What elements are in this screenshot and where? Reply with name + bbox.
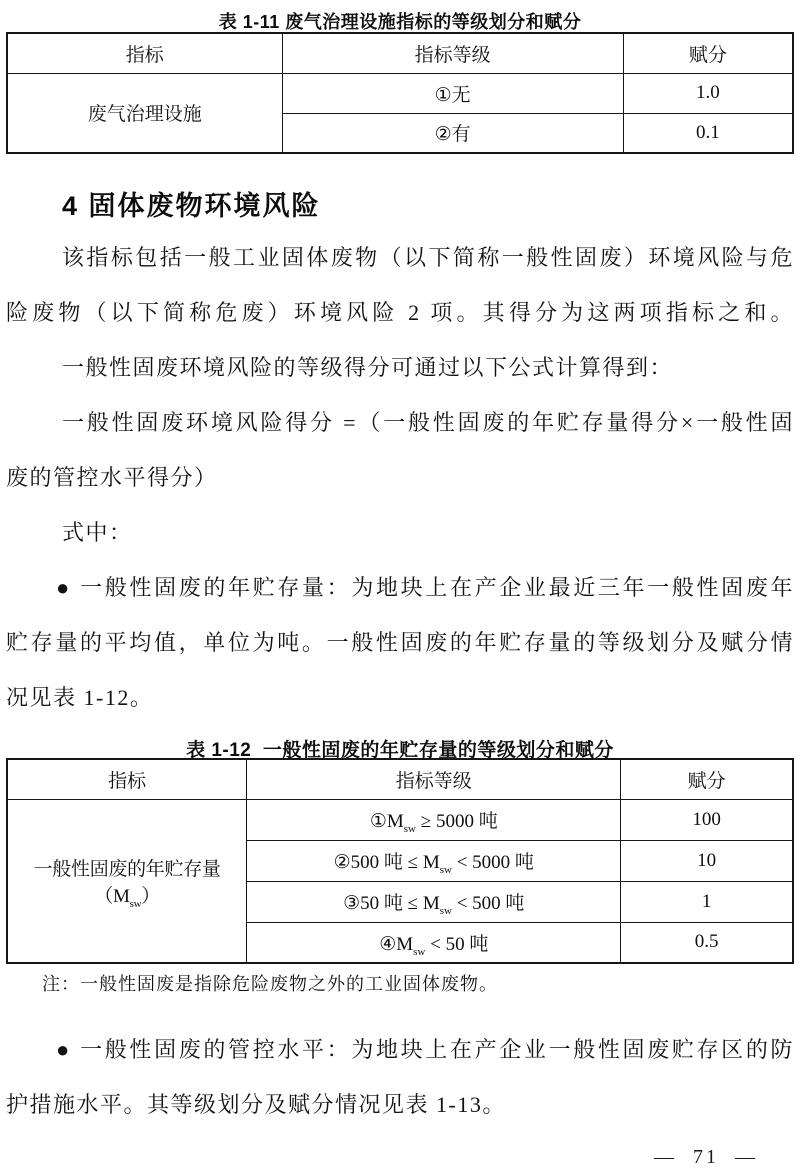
table-1-11-header-row [7,33,793,73]
table-1-11-grade-1: ①无 [282,73,623,113]
paragraph-line: 一般性固废环境风险的等级得分可通过以下公式计算得到： [62,355,674,380]
grade-text: ②500 吨 ≤ M [333,852,440,873]
table-row [7,799,793,840]
paragraph-line: 该指标包括一般工业固体废物（以下简称一般性固废）环境风险与危 [62,245,794,270]
table-1-11-score-1: 1.0 [623,73,793,113]
table-1-12-score-2: 10 [621,840,793,881]
table-1-12-grade-2 [247,840,621,881]
paragraph-line: 废的管控水平得分） [6,465,218,490]
section-heading: 4 固体废物环境风险 [62,191,321,221]
msw-subscript: sw [439,863,452,876]
row-label-text: 一般性固废的年贮存量（M [33,858,221,907]
page-number: — 71 — [654,1146,758,1168]
table-1-12-header-grade: 指标等级 [247,759,621,799]
table-1-11-header-score: 赋分 [623,33,793,73]
paragraph-line: 一般性固废环境风险得分 =（一般性固废的年贮存量得分×一般性固 [62,410,794,435]
table-1-12-score-4: 0.5 [621,922,793,963]
table-row [7,73,793,113]
table-1-11-score-2: 0.1 [623,113,793,153]
grade-text: ③50 吨 ≤ M [343,893,440,914]
body-paragraphs [6,230,794,725]
table-1-11 [6,32,794,154]
bullet-paragraph-line: ● 一般性固废的管控水平：为地块上在产企业一般性固废贮存区的防 [56,1037,794,1062]
msw-subscript: sw [129,897,142,910]
bullet-paragraph-line: ● 一般性固废的年贮存量：为地块上在产企业最近三年一般性固废年 [56,575,794,600]
table-1-12-grade-3 [247,881,621,922]
table-1-12-header-row [7,759,793,799]
table-1-12-header-score: 赋分 [621,759,793,799]
paragraph-line: 况见表 1-12。 [6,685,154,710]
table-1-12-grade-4 [247,922,621,963]
table-1-12-header-indicator: 指标 [7,759,247,799]
msw-subscript: sw [413,945,426,958]
grade-text: ①M [369,811,404,832]
grade-text: < 500 吨 [451,893,525,914]
grade-text: < 50 吨 [425,933,489,955]
row-label-text: ） [141,885,160,907]
paragraph-line: 贮存量的平均值，单位为吨。一般性固废的年贮存量的等级划分及赋分情 [6,630,794,655]
body-paragraphs-2 [6,1022,794,1132]
grade-text: < 5000 吨 [451,852,534,873]
table-1-11-header-grade: 指标等级 [282,33,623,73]
paragraph-line: 护措施水平。其等级划分及赋分情况见表 1-13。 [6,1092,506,1117]
table-1-12-score-1: 100 [621,799,793,840]
table-1-12-row-label [7,799,247,963]
table-1-12-note: 注：一般性固废是指除危险废物之外的工业固体废物。 [42,974,498,994]
paragraph-line: 式中： [62,520,133,545]
table-1-12-grade-1 [247,799,621,840]
table-1-12-caption: 表 1-12 一般性固废的年贮存量的等级划分和赋分 [186,740,614,761]
table-1-11-row-label: 废气治理设施 [7,73,282,153]
msw-subscript: sw [403,822,417,835]
table-1-11-grade-2: ②有 [282,113,623,153]
table-1-12-score-3: 1 [621,881,793,922]
grade-text: ④M [379,933,414,955]
msw-subscript: sw [439,904,452,917]
table-1-11-caption: 表 1-11 废气治理设施指标的等级划分和赋分 [218,12,582,32]
paragraph-line: 险废物（以下简称危废）环境风险 2 项。其得分为这两项指标之和。 [6,300,794,325]
table-1-11-header-indicator: 指标 [7,33,282,73]
table-1-12 [6,758,794,964]
grade-text: ≥ 5000 吨 [416,811,498,832]
